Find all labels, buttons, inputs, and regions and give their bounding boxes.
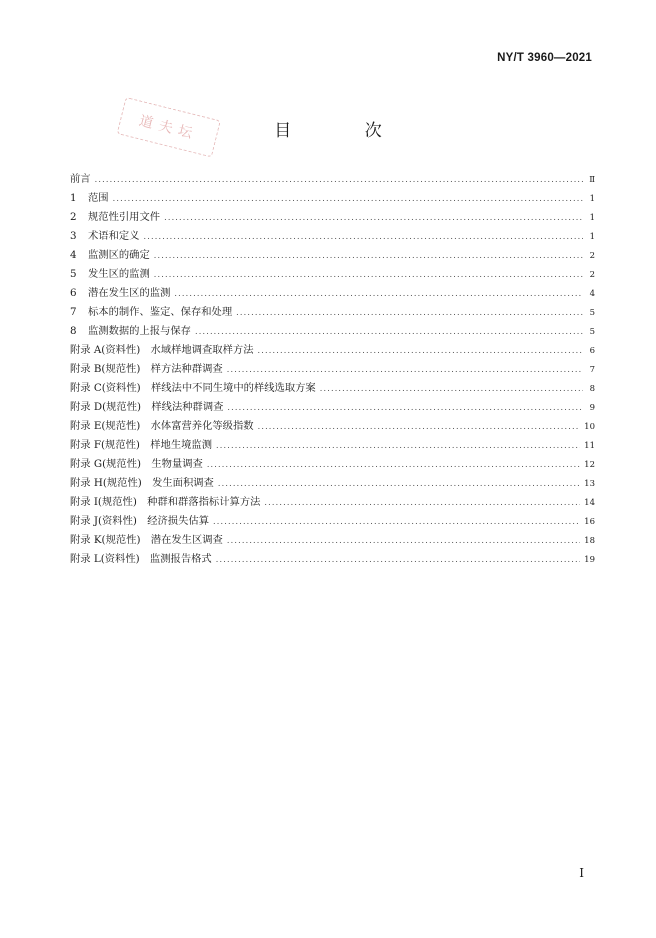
toc-entry-page: 6 xyxy=(589,346,595,356)
toc-entry[interactable] xyxy=(70,360,595,379)
toc-entry-title: 附录 J(资料性) 经济损失估算 xyxy=(70,515,209,527)
toc-leader-dots xyxy=(143,227,583,246)
toc-entry-title: 附录 B(规范性) 样方法种群调查 xyxy=(70,363,223,375)
toc-entry-page: 1 xyxy=(589,232,595,242)
toc-leader-dots xyxy=(216,550,580,569)
toc-entry-page: 10 xyxy=(584,422,595,432)
toc-entry[interactable] xyxy=(70,531,595,550)
toc-leader-dots xyxy=(154,246,583,265)
toc-entry-number: 6 xyxy=(70,287,77,299)
toc-entry-page: 9 xyxy=(589,403,595,413)
toc-entry[interactable] xyxy=(70,284,595,303)
standard-code: NY/T 3960—2021 xyxy=(497,52,592,64)
toc-entry[interactable] xyxy=(70,189,595,208)
toc-leader-dots xyxy=(95,170,583,189)
toc-entry-number: 5 xyxy=(70,268,77,280)
toc-entry-page: 16 xyxy=(584,517,595,527)
toc-entry-title: 术语和定义 xyxy=(88,230,140,242)
toc-entry-number: 8 xyxy=(70,325,77,337)
page-title: 目 次 xyxy=(274,121,416,141)
toc-leader-dots xyxy=(207,455,580,474)
toc-entry-number: 7 xyxy=(70,306,77,318)
toc-leader-dots xyxy=(213,512,580,531)
toc-entry[interactable] xyxy=(70,493,595,512)
toc-leader-dots xyxy=(258,417,581,436)
toc-entry-title: 范围 xyxy=(88,192,109,204)
toc-entry-title: 附录 A(资料性) 水域样地调查取样方法 xyxy=(70,344,254,356)
toc-entry-title: 规范性引用文件 xyxy=(88,211,161,223)
toc-entry-page: 2 xyxy=(589,270,595,280)
toc-entry-title: 标本的制作、鉴定、保存和处理 xyxy=(88,306,233,318)
toc-leader-dots xyxy=(164,208,583,227)
toc-entry[interactable] xyxy=(70,455,595,474)
toc-entry[interactable] xyxy=(70,170,595,189)
toc-entry-page: 2 xyxy=(589,251,595,261)
toc-entry-title: 附录 D(规范性) 样线法种群调查 xyxy=(70,401,224,413)
toc-entry-page: 11 xyxy=(584,441,595,451)
toc-entry-title: 监测区的确定 xyxy=(88,249,150,261)
toc-entry-title: 附录 F(规范性) 样地生境监测 xyxy=(70,439,213,451)
toc-entry[interactable] xyxy=(70,208,595,227)
toc-leader-dots xyxy=(258,341,584,360)
stamp-text: 道夫坛 xyxy=(117,97,221,158)
toc-entry-title: 潜在发生区的监测 xyxy=(88,287,171,299)
toc-entry-number: 3 xyxy=(70,230,77,242)
toc-entry-page: 4 xyxy=(589,289,595,299)
toc-entry-page: 8 xyxy=(589,384,595,394)
toc-entry-title: 附录 E(规范性) 水体富营养化等级指数 xyxy=(70,420,254,432)
toc-leader-dots xyxy=(195,322,583,341)
toc-leader-dots xyxy=(227,360,583,379)
toc-entry[interactable] xyxy=(70,398,595,417)
toc-entry-number: 1 xyxy=(70,192,77,204)
toc-leader-dots xyxy=(218,474,580,493)
toc-entry[interactable] xyxy=(70,322,595,341)
toc-entry-page: 5 xyxy=(589,327,595,337)
toc-leader-dots xyxy=(320,379,583,398)
toc-entry-page: Ⅱ xyxy=(589,175,595,185)
toc-entry-title: 附录 H(规范性) 发生面积调查 xyxy=(70,477,214,489)
toc-entry-title: 监测数据的上报与保存 xyxy=(88,325,191,337)
toc-entry[interactable] xyxy=(70,227,595,246)
toc-leader-dots xyxy=(227,531,580,550)
toc-entry-page: 7 xyxy=(589,365,595,375)
table-of-contents xyxy=(70,170,595,569)
toc-entry-page: 12 xyxy=(584,460,595,470)
toc-leader-dots xyxy=(236,303,583,322)
toc-entry-title: 发生区的监测 xyxy=(88,268,150,280)
toc-entry-page: 19 xyxy=(584,555,595,565)
toc-leader-dots xyxy=(216,436,580,455)
toc-leader-dots xyxy=(264,493,580,512)
toc-leader-dots xyxy=(154,265,583,284)
toc-entry-title: 前言 xyxy=(70,173,91,185)
toc-entry-title: 附录 C(资料性) 样线法中不同生境中的样线选取方案 xyxy=(70,382,316,394)
toc-entry-page: 1 xyxy=(589,194,595,204)
toc-entry-page: 1 xyxy=(589,213,595,223)
toc-entry[interactable] xyxy=(70,436,595,455)
toc-entry[interactable] xyxy=(70,265,595,284)
toc-leader-dots xyxy=(174,284,583,303)
toc-entry-title: 附录 G(规范性) 生物量调查 xyxy=(70,458,203,470)
toc-entry-page: 14 xyxy=(584,498,595,508)
toc-entry[interactable] xyxy=(70,474,595,493)
toc-entry-title: 附录 K(规范性) 潜在发生区调查 xyxy=(70,534,223,546)
toc-leader-dots xyxy=(227,398,583,417)
toc-entry[interactable] xyxy=(70,246,595,265)
toc-leader-dots xyxy=(113,189,583,208)
toc-entry[interactable] xyxy=(70,341,595,360)
toc-entry-number: 4 xyxy=(70,249,77,261)
toc-entry-number: 2 xyxy=(70,211,77,223)
page-number: I xyxy=(579,866,584,880)
toc-entry[interactable] xyxy=(70,512,595,531)
toc-entry-page: 13 xyxy=(584,479,595,489)
toc-entry-title: 附录 L(资料性) 监测报告格式 xyxy=(70,553,212,565)
toc-entry[interactable] xyxy=(70,417,595,436)
toc-entry-page: 18 xyxy=(584,536,595,546)
toc-entry[interactable] xyxy=(70,303,595,322)
toc-entry-page: 5 xyxy=(589,308,595,318)
toc-entry[interactable] xyxy=(70,550,595,569)
toc-entry-title: 附录 I(规范性) 种群和群落指标计算方法 xyxy=(70,496,261,508)
toc-entry[interactable] xyxy=(70,379,595,398)
